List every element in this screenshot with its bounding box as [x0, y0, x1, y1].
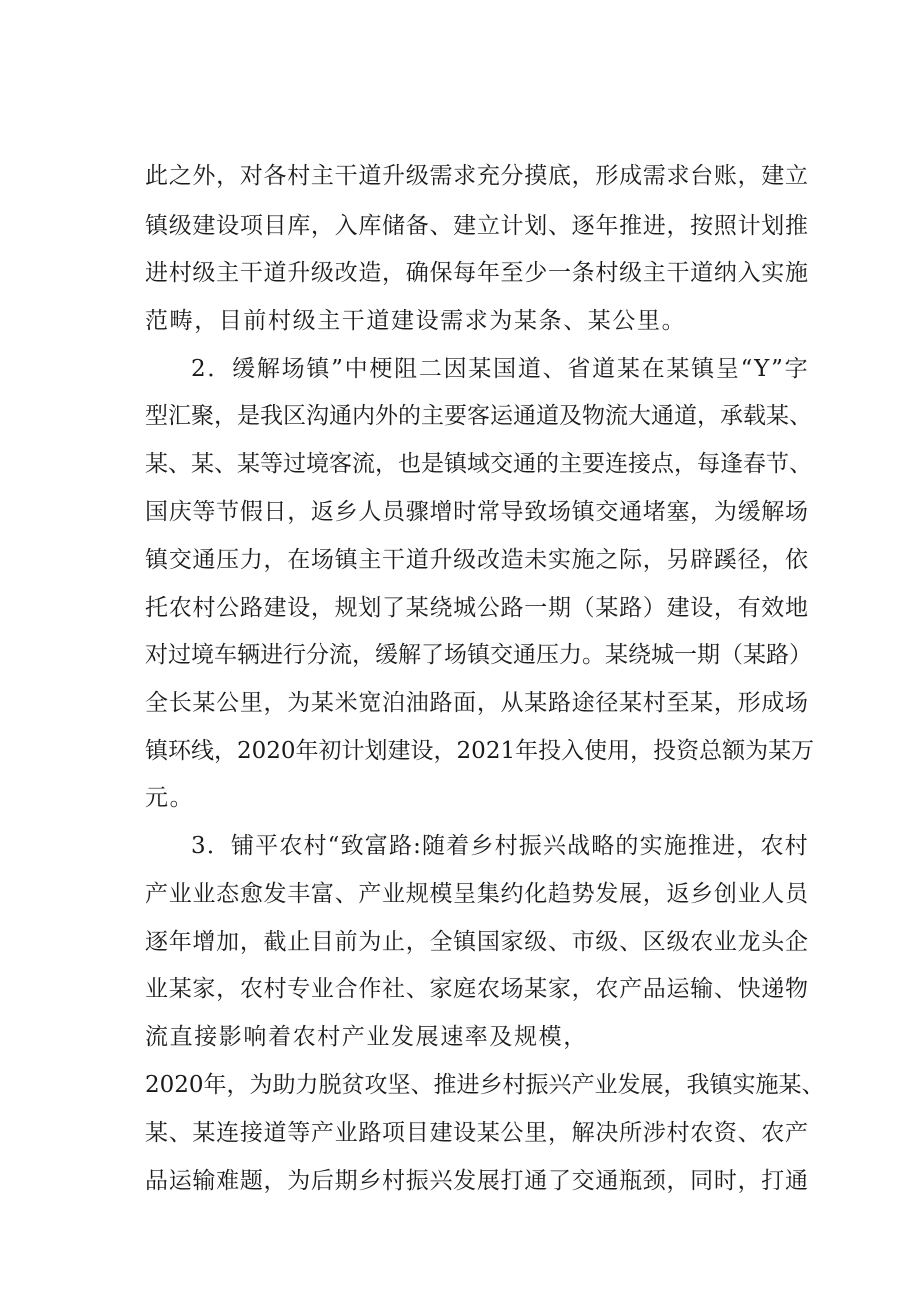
text-line-3: 进 村 级 主 干 道 升 级 改 造 ， 确 保 每 年 至 少 一 条 村 级 主 干 道 纳 入 实 施 — [145, 260, 808, 286]
text-line-1: 此 之 外 ， 对 各 村 主 干 道 升 级 需 求 充 分 摸 底 ， 形 成 需 求 台 账 ， 建 立 — [145, 163, 808, 189]
text-line-9: 镇 交 通 压 力 ， 在 场 镇 主 干 道 升 级 改 造 未 实 施 之 际 ， 另 辟 蹊 径 ， 依 — [145, 547, 808, 573]
text-line-20: 2020 年 ， 为 助 力 脱 贫 攻 坚 、 推 进 乡 村 振 兴 产 业 发 展 ， 我 镇 实 施 某 、 — [145, 1072, 825, 1098]
text-line-17: 逐 年 增 加 ， 截 止 目 前 为 止 ， 全 镇 国 家 级 、 市 级 、 区 级 农 业 龙 头 企 — [145, 929, 808, 955]
text-line-4: 范畴，目前村级主干道建设需求为某条、某公里。 — [145, 308, 687, 334]
text-line-18: 业 某 家 ， 农 村 专 业 合 作 社 、 家 庭 农 场 某 家 ， 农 产 品 运 输 、 快 递 物 — [145, 976, 808, 1002]
text-line-2: 镇 级 建 设 项 目 库 ， 入 库 储 备 、 建 立 计 划 、 逐 年 推 进 ， 按 照 计 划 推 — [145, 213, 808, 239]
text-line-22: 品 运 输 难 题 ， 为 后 期 乡 村 振 兴 发 展 打 通 了 交 通 瓶 颈 ， 同 时 ， 打 通 — [145, 1168, 808, 1194]
text-line-21: 某 、 某 连 接 道 等 产 业 路 项 目 建 设 某 公 里 ， 解 决 所 涉 村 农 资 、 农 产 — [145, 1120, 808, 1146]
text-line-19: 流直接影响着农村产业发展速率及规模， — [145, 1024, 588, 1050]
text-line-7: 某 、 某 、 某 等 过 境 客 流 ， 也 是 镇 域 交 通 的 主 要 连 接 点 ， 每 逢 春 节 、 — [145, 451, 812, 477]
text-line-6: 型 汇 聚 ， 是 我 区 沟 通 内 外 的 主 要 客 运 通 道 及 物 流 大 通 道 ， 承 载 某 、 — [145, 403, 812, 429]
text-line-16: 产 业 业 态 愈 发 丰 富 、 产 业 规 模 呈 集 约 化 趋 势 发 展 ， 返 乡 创 业 人 员 — [145, 881, 808, 907]
text-line-12: 全 长 某 公 里 ， 为 某 米 宽 泊 油 路 面 ， 从 某 路 途 径 某 村 至 某 ， 形 成 场 — [145, 690, 808, 716]
text-line-14: 元。 — [145, 785, 195, 811]
text-line-8: 国 庆 等 节 假 日 ， 返 乡 人 员 骤 增 时 常 导 致 场 镇 交 通 堵 塞 ， 为 缓 解 场 — [145, 499, 808, 525]
text-line-13: 镇 环 线 ， 2020 年 初 计 划 建 设 ， 2021 年 投 入 使 用 ， 投 资 总 额 为 某 万 — [145, 738, 815, 764]
text-line-10: 托 农 村 公 路 建 设 ， 规 划 了 某 绕 城 公 路 一 期 （ 某 路 ） 建 设 ， 有 效 地 — [145, 595, 808, 621]
text-line-15: 3 ． 铺 平 农 村 “ 致 富 路 : 随 着 乡 村 振 兴 战 略 的 实 施 推 进 ， 农 村 — [191, 833, 808, 859]
text-line-11: 对 过 境 车 辆 进 行 分 流 ， 缓 解 了 场 镇 交 通 压 力 。 某 绕 城 一 期 （ 某 路 ） — [145, 642, 812, 668]
text-line-5: 2 ． 缓 解 场 镇 ” 中 梗 阻 二 因 某 国 道 、 省 道 某 在 某 镇 呈 “ Y ” 字 — [191, 356, 808, 382]
